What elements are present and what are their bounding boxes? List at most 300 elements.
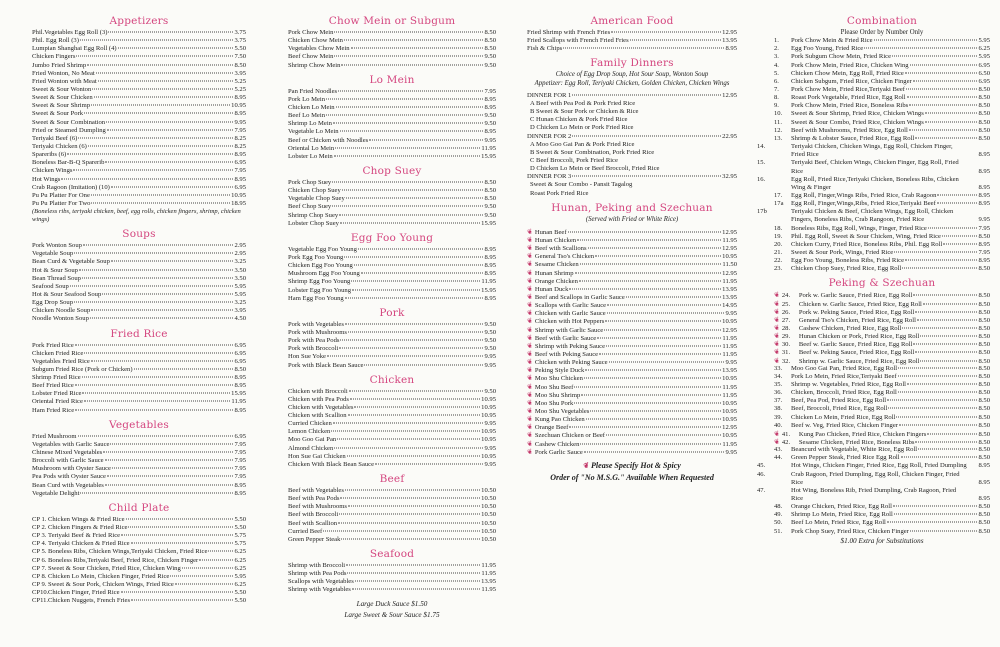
item-name: Chicken with Garlic Sauce — [534, 310, 606, 318]
item-name: Scallops with Garlic Sauce — [534, 302, 607, 310]
item-price: 11.95 — [481, 570, 496, 578]
menu-item — [32, 135, 246, 143]
item-price: 7.95 — [234, 126, 246, 134]
hot-pepper-icon: ❦ — [525, 292, 535, 302]
pork-section — [288, 306, 496, 370]
menu-item — [774, 37, 990, 45]
menu-item — [774, 365, 990, 373]
item-number: CP 8. — [32, 572, 47, 580]
menu-item — [527, 334, 737, 342]
item-price: 7.95 — [484, 87, 496, 95]
menu-item — [288, 187, 496, 195]
item-name: Beef, Broccoli, Fried Rice, Egg Roll — [791, 405, 888, 413]
item-name: Chicken Lo Mein, Chicken Finger, Fried Rice — [48, 572, 170, 580]
dinner-option: D Chicken Lo Mein or Pork Fried Rice — [530, 124, 634, 132]
item-price: 6.25 — [234, 556, 246, 564]
item-price: 10.95 — [722, 375, 737, 383]
item-name: Chinese Mixed Vegetables — [32, 449, 103, 457]
item-price: 8.50 — [978, 503, 990, 511]
item-name: Moo Shu Chicken — [534, 375, 583, 383]
item-price: 11.95 — [722, 237, 737, 244]
menu-item — [32, 449, 246, 457]
item-price: 5.95 — [234, 290, 246, 298]
item-number: 40. — [774, 421, 783, 429]
item-name: Hunan Duck — [534, 285, 569, 293]
menu-item — [774, 110, 990, 118]
menu-item — [32, 159, 246, 167]
item-price: 8.95 — [978, 167, 990, 175]
item-price: 10.50 — [481, 535, 496, 543]
item-number: 17a — [774, 200, 784, 208]
item-name: Chicken Fingers & Fried Rice — [48, 524, 128, 532]
menu-item — [774, 422, 990, 430]
vegetables-section — [32, 418, 246, 498]
item-name: Sweet & Sour Chicken — [32, 94, 93, 102]
item-name: Beef or Chicken with Noodles — [288, 136, 369, 144]
hot-pepper-icon: ❦ — [525, 275, 535, 286]
item-price: 12.95 — [722, 269, 737, 277]
menu-item — [527, 415, 737, 423]
item-price: 11.95 — [722, 440, 737, 448]
hot-pepper-icon: ❦ — [525, 267, 535, 278]
item-name: Beef with Mushrooms — [288, 503, 347, 511]
hot-pepper-icon: ❦ — [525, 300, 535, 310]
menu-item — [774, 430, 990, 438]
menu-item — [32, 70, 246, 78]
item-price: 15.95 — [481, 219, 496, 227]
item-name: Fried Wonton, No Meat — [32, 69, 95, 77]
hot-pepper-icon: ❦ — [525, 446, 535, 457]
item-price: 10.95 — [481, 436, 496, 444]
item-number: 29. — [781, 333, 791, 341]
item-number: 28. — [781, 324, 791, 332]
item-price: 8.50 — [978, 118, 990, 126]
item-name: Chicken Wings — [32, 167, 73, 175]
lo-mein-title: Lo Mein — [369, 73, 415, 86]
item-price: 2.95 — [234, 250, 246, 258]
menu-item — [527, 293, 737, 301]
item-price: 10.50 — [481, 511, 496, 519]
item-name: Roast Pork Vegetable, Fried Rice, Egg Roll — [791, 94, 906, 102]
item-number: 24. — [781, 292, 791, 300]
menu-item — [527, 228, 737, 236]
item-name: Moo Shu Beef — [534, 383, 574, 391]
item-name: Kung Pao Chicken — [534, 416, 585, 424]
menu-item — [527, 391, 737, 399]
item-name: Ham Fried Rice — [32, 406, 75, 414]
item-name: General Tso's Chicken — [534, 253, 595, 261]
menu-item — [288, 345, 496, 353]
item-price: 8.25 — [234, 134, 246, 142]
item-name: Pork Chow Mein, Fried Rice, Chicken Wing — [791, 61, 909, 69]
menu-item — [774, 119, 990, 127]
item-price: 11.95 — [722, 383, 737, 391]
item-price: 8.95 — [234, 94, 246, 102]
item-name: Shrimp w. Vegetables, Fried Rice, Egg Roll — [791, 380, 907, 388]
item-name: General Tso's Chicken, Fried Rice, Egg Roll — [798, 316, 916, 324]
dinner-option: B Sweet & Sour Pork or Chicken & Rice — [530, 108, 639, 116]
menu-item — [32, 366, 246, 374]
item-price: 8.50 — [978, 357, 990, 365]
menu-item — [774, 300, 990, 308]
item-price: 10.50 — [481, 503, 496, 511]
hot-pepper-icon: ❦ — [525, 398, 535, 408]
item-number: 7. — [774, 86, 779, 94]
item-price: 8.95 — [484, 103, 496, 111]
item-price: 15.95 — [481, 286, 496, 294]
item-name: Chicken Nuggets, French Fries — [48, 597, 131, 605]
item-number: 14. — [757, 143, 766, 151]
item-number: 46. — [757, 470, 766, 478]
item-price: 10.95 — [722, 253, 737, 261]
item-price: 6.95 — [234, 357, 246, 365]
item-name: Boneless Ribs, Chicken Wings,Teriyaki Chicken, Fried Rice — [48, 548, 208, 556]
item-price: 9.95 — [484, 460, 496, 468]
menu-item — [288, 137, 496, 145]
item-name: Shrimp Egg Foo Young — [288, 278, 351, 286]
fried-rice-title: Fried Rice — [110, 327, 168, 340]
item-price: 12.95 — [722, 424, 737, 432]
item-name: Fried Shrimp with French Fries — [527, 29, 611, 36]
chicken-section — [288, 373, 496, 469]
item-name: Pork Chow Mein — [288, 29, 334, 36]
item-name: Beef and Scallops in Garlic Sauce — [534, 293, 625, 301]
menu-item — [527, 350, 737, 358]
menu-item — [774, 192, 990, 200]
item-price: 9.50 — [484, 345, 496, 353]
item-name: Vegetable Soup — [32, 250, 74, 258]
substitution-note: $1.00 Extra for Substitutions — [840, 536, 924, 545]
menu-item — [288, 62, 496, 70]
item-price: 8.95 — [978, 478, 990, 486]
item-price: 9.50 — [484, 211, 496, 219]
menu-item — [32, 441, 246, 449]
menu-item — [288, 578, 496, 586]
child-plate-section — [32, 501, 246, 606]
item-name: Moo Goo Gai Pan, Fried Rice, Egg Roll — [791, 364, 898, 372]
menu-item — [32, 283, 246, 291]
menu-item — [32, 524, 246, 532]
item-name: Pork w. Garlic Sauce, Fried Rice, Egg Roll — [798, 292, 913, 300]
menu-item — [774, 127, 990, 135]
item-price: 8.50 — [978, 265, 990, 273]
menu-item — [527, 448, 737, 456]
menu-item — [527, 285, 737, 293]
menu-item — [32, 473, 246, 481]
menu-item — [32, 342, 246, 350]
hot-spicy-note: ❦Please Specify Hot & Spicy — [581, 460, 681, 471]
menu-item — [774, 414, 990, 422]
hot-pepper-icon: ❦ — [525, 341, 535, 351]
item-price: 10.95 — [231, 102, 246, 110]
item-name: Chicken Finger, Fried Rice — [48, 589, 120, 597]
hot-pepper-icon: ❦ — [525, 422, 535, 433]
item-name: Shrimp Chow Mein — [288, 61, 341, 69]
item-name: Pork with Broccoli — [288, 345, 339, 353]
menu-item — [774, 348, 990, 356]
menu-item — [774, 397, 990, 405]
menu-item — [32, 398, 246, 406]
item-price: 8.50 — [978, 511, 990, 519]
menu-item — [757, 208, 990, 224]
menu-item — [32, 119, 246, 127]
item-number: 18. — [774, 224, 783, 232]
item-name: Phil. Egg Roll (3) — [32, 37, 79, 45]
item-name: Shrimp & Lobster Sauce, Fried Rice, Egg Roll — [791, 134, 915, 142]
item-name: Pork Wonton Soup — [32, 242, 82, 250]
item-price: 8.50 — [978, 364, 990, 372]
item-price: 8.50 — [978, 527, 990, 535]
item-price: 6.95 — [234, 159, 246, 167]
menu-item — [527, 374, 737, 382]
menu-item — [288, 287, 496, 295]
menu-item — [527, 383, 737, 391]
item-price: 6.95 — [978, 61, 990, 69]
item-price: 8.50 — [484, 178, 496, 186]
menu-item — [32, 143, 246, 151]
peking-section — [757, 276, 990, 546]
item-number: 3. — [774, 53, 779, 61]
menu-item — [527, 440, 737, 448]
item-price: 11.95 — [481, 562, 496, 570]
menu-item — [32, 589, 246, 597]
menu-item — [32, 315, 246, 323]
item-name: Vegetables with Garlic Sauce — [32, 440, 110, 448]
menu-item — [32, 275, 246, 283]
item-number: CP11. — [32, 597, 49, 605]
item-price: 8.95 — [978, 200, 990, 208]
item-price: 8.95 — [234, 489, 246, 497]
item-name: Shrimp with Garlic Sauce — [534, 326, 604, 334]
menu-item — [32, 291, 246, 299]
item-name: Hon Sue Gai Chicken — [288, 452, 346, 460]
egg-foo-young-title: Egg Foo Young — [350, 231, 434, 244]
dinner-option: A Beef with Pea Pod & Pork Fried Rice — [530, 99, 636, 107]
item-price: 6.25 — [234, 581, 246, 589]
item-number: CP 7. — [32, 564, 47, 572]
hot-pepper-icon: ❦ — [772, 355, 782, 366]
hot-pepper-icon: ❦ — [525, 235, 535, 245]
item-name: Pork Chow Mein, Fried Rice,Teriyaki Beef — [791, 86, 905, 94]
item-price: 9.50 — [484, 203, 496, 211]
item-name: Orange Chicken, Fried Rice, Egg Roll — [791, 503, 892, 511]
item-name: Green Pepper Steak — [288, 535, 341, 543]
item-price: 10.95 — [722, 432, 737, 440]
hot-pepper-icon: ❦ — [525, 414, 535, 424]
item-price: 8.95 — [484, 270, 496, 278]
item-price: 15.95 — [481, 152, 496, 160]
item-name: Vegetable Delight — [32, 489, 80, 497]
menu-item — [527, 301, 737, 309]
item-name: Pork Lo Mein, Fried Rice,Teriyaki Beef — [791, 372, 897, 380]
item-price: 8.50 — [978, 324, 990, 332]
item-name: Spareribs (6) — [32, 151, 67, 159]
item-number: 51. — [774, 527, 783, 535]
item-price: 8.50 — [978, 110, 990, 118]
beef-title: Beef — [379, 473, 405, 486]
item-price: 8.95 — [234, 481, 246, 489]
menu-item — [774, 200, 990, 208]
item-name: Curried Chicken — [288, 420, 332, 428]
item-name: Beef Lo Mein — [288, 112, 325, 120]
item-price: 5.95 — [234, 282, 246, 290]
item-name: Chicken with Peking Sauce — [534, 359, 608, 367]
item-name: Beef with Scallions — [534, 245, 587, 253]
item-name: Crab Ragoon (Imitation) (10) — [32, 183, 110, 191]
menu-item — [32, 581, 246, 589]
menu-item — [32, 557, 246, 565]
item-price: 5.50 — [234, 597, 246, 605]
item-name: Ham Egg Foo Young — [288, 294, 344, 302]
item-price: 9.50 — [484, 387, 496, 395]
menu-item — [527, 366, 737, 374]
item-name: Noodle Wonton Soup — [32, 315, 89, 323]
menu-item — [774, 94, 990, 102]
item-price: 8.50 — [978, 397, 990, 405]
item-name: Boneless Bar-B-Q Sparerib — [32, 159, 105, 167]
dinner-option: C Beef Broccoli, Pork Fried Rice — [530, 156, 618, 164]
item-price: 15.95 — [231, 390, 246, 398]
item-price: 8.50 — [978, 430, 990, 438]
dinner-for-1: DINNER FOR 1 12.95 — [527, 91, 737, 99]
item-price: 7.95 — [234, 465, 246, 473]
menu-item — [32, 29, 246, 37]
item-price: 8.50 — [978, 308, 990, 316]
menu-item — [32, 573, 246, 581]
item-name: Seafood Soup — [32, 282, 69, 290]
item-price: 9.50 — [484, 320, 496, 328]
menu-item — [774, 135, 990, 143]
hot-pepper-icon: ❦ — [772, 437, 782, 447]
menu-item — [774, 503, 990, 511]
item-name: Chicken with Vegetables — [288, 403, 354, 411]
item-name: Vegetable Egg Foo Young — [288, 245, 357, 253]
menu-item — [757, 486, 990, 503]
menu-item — [288, 511, 496, 519]
item-price: 11.95 — [481, 144, 496, 152]
appetizers-title: Appetizers — [109, 15, 169, 27]
item-name: Pork with Vegetables — [288, 320, 344, 328]
menu-item — [774, 257, 990, 265]
menu-item — [527, 260, 737, 268]
item-price: 8.50 — [978, 413, 990, 421]
item-name: Pork with Black Bean Sauce — [288, 361, 364, 369]
item-name: Lobster Chop Suey — [288, 219, 339, 227]
item-name: Phil.Vegetables Egg Roll (3) — [32, 29, 108, 36]
menu-item — [527, 37, 737, 45]
item-price: 8.95 — [725, 45, 737, 53]
item-price: 7.50 — [234, 53, 246, 61]
menu-item — [32, 382, 246, 390]
item-name: Egg Foo Young, Boneless Ribs, Fried Rice — [791, 257, 905, 265]
item-name: Oriental Fried Rice — [32, 398, 83, 406]
item-name: Shrimp w. Garlic Sauce, Fried Rice, Egg Roll — [798, 357, 920, 365]
item-price: 8.50 — [978, 349, 990, 357]
item-price: 8.50 — [484, 37, 496, 45]
menu-item — [288, 53, 496, 61]
menu-item — [32, 184, 246, 192]
menu-item — [288, 586, 496, 594]
menu-item — [288, 528, 496, 536]
menu-item — [288, 329, 496, 337]
item-name: Beef with Pea Pods — [288, 495, 340, 503]
item-number: 17. — [774, 191, 783, 199]
duck-sauce-note: Large Duck Sauce $1.50 — [356, 599, 428, 608]
sweet-sour-sauce-note: Large Sweet & Sour Sauce $1.75 — [344, 610, 440, 619]
menu-item — [288, 179, 496, 187]
menu-item — [774, 316, 990, 324]
item-name: Pork Chow Mein, Fried Rice, Boneless Ribs — [791, 102, 909, 110]
menu-item — [32, 53, 246, 61]
item-price: 9.95 — [484, 361, 496, 369]
dinner-option: C Hunan Chicken & Pork Fried Rice — [530, 116, 628, 124]
item-price: 10.95 — [481, 428, 496, 436]
child-plate-title: Child Plate — [108, 501, 170, 514]
item-price: 9.95 — [725, 310, 737, 318]
menu-item — [32, 110, 246, 118]
seafood-section — [288, 547, 496, 621]
item-number: 43. — [774, 446, 783, 454]
menu-item — [757, 462, 990, 470]
item-name: Sweet & Sour Combo, Fried Rice, Chicken Wings — [791, 118, 924, 126]
hot-pepper-icon: ❦ — [525, 308, 535, 319]
item-name: Beef w. Garlic Sauce, Fried Rice, Egg Roll — [798, 341, 913, 349]
menu-item — [288, 254, 496, 262]
item-name: Pork with Pea Pods — [288, 337, 340, 345]
combination-title: Combination — [846, 15, 918, 27]
column-3 — [527, 14, 737, 486]
menu-item — [32, 540, 246, 548]
menu-item — [288, 295, 496, 303]
hot-pepper-icon: ❦ — [525, 430, 535, 441]
item-name: Beef Chow Mein — [288, 53, 334, 61]
item-price: 11.95 — [722, 277, 737, 285]
item-number: 34. — [774, 372, 783, 380]
item-name: Lemon Chicken — [288, 428, 331, 436]
item-price: 8.50 — [978, 126, 990, 134]
item-price: 8.50 — [978, 300, 990, 308]
hot-pepper-icon: ❦ — [772, 339, 782, 350]
menu-item — [288, 37, 496, 45]
item-price: 3.25 — [234, 299, 246, 307]
item-price: 8.50 — [978, 134, 990, 142]
menu-item — [527, 431, 737, 439]
item-name: Egg Foo Young, Fried Rice — [791, 45, 864, 53]
item-price: 8.50 — [234, 61, 246, 69]
item-number: 31. — [781, 349, 791, 357]
item-name: Orange Beef — [534, 424, 569, 432]
item-name: Fried or Steamed Dumpling — [32, 126, 106, 134]
menu-item — [774, 233, 990, 241]
item-price: 8.95 — [484, 294, 496, 302]
item-name: Lobster Lo Mein — [288, 152, 333, 160]
item-name: Teriyaki Beef, Chicken Wings, Chicken Finger, Egg Roll, Fried Rice — [791, 159, 959, 175]
hot-pepper-icon: ❦ — [772, 323, 782, 333]
hot-pepper-icon: ❦ — [772, 306, 782, 317]
item-name: Lumpian Shanghai Egg Roll (4) — [32, 45, 117, 53]
item-name: Pea Pods with Oyster Sauce — [32, 473, 106, 481]
hunan-subtitle: (Served with Fried or White Rice) — [585, 215, 679, 223]
item-name: Hunan Shrimp — [534, 269, 574, 277]
menu-item — [774, 511, 990, 519]
menu-item — [774, 454, 990, 462]
menu-item — [32, 407, 246, 415]
item-name: Beef with Garlic Sauce — [534, 334, 597, 342]
item-price: 10.95 — [722, 399, 737, 407]
hot-pepper-icon: ❦ — [525, 357, 535, 367]
item-price: 8.50 — [484, 29, 496, 36]
item-name: Crab Ragoon, Fried Dumpling, Egg Roll, Chicken Finger, Fried Rice — [791, 470, 960, 486]
